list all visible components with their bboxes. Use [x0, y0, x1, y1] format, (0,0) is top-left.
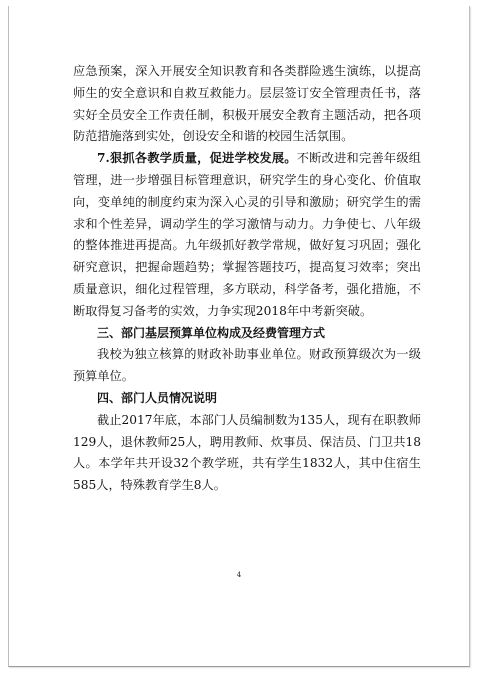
paragraph-text: 不断改进和完善年级组管理，进一步增强目标管理意识，研究学生的身心变化、价值取向，变单纯的制度约束为深入心灵的引导和激励；研究学生的需求和个性差异，调动学生的学习激情与动力。力争使七、八年级的整体推进再提高。九年级抓好教学常规，做好复习巩固；强化研究意识，把握命题趋势；掌握答题技巧，提高复习效率；突出质量意识，细化过程管理，多方联动，科学备考，强化措施，不断取得复习备考的实效，力争实现2018年中考新突破。 — [73, 151, 421, 318]
page-content — [73, 61, 421, 497]
paragraph-staff: 截止2017年底，本部门人员编制数为135人，现有在职教师129人，退休教师25人，聘用教师、炊事员、保洁员、门卫共18人。本学年共开设32个教学班，共有学生1832人，其中住宿生585人，特殊教育学生8人。 — [73, 412, 421, 493]
document-page — [8, 6, 470, 667]
section-heading-budget-units: 三、部门基层预算单位构成及经费管理方式 — [97, 325, 326, 340]
paragraph-teaching-quality — [73, 148, 421, 322]
paragraph-budget-units: 我校为独立核算的财政补助事业单位。财政预算级次为一级预算单位。 — [73, 347, 421, 384]
page-number: 4 — [236, 571, 242, 579]
paragraph-text: 应急预案，深入开展安全知识教育和各类群险逃生演练，以提高师生的安全意识和自救互救能力。层层签订安全管理责任书，落实好全员安全工作责任制，积极开展安全教育主题活动，把各项防范措施落到实处，创设安全和谐的校园生活氛围。 — [73, 64, 421, 144]
paragraph-lead: 7.狠抓各教学质量，促进学校发展。 — [97, 151, 297, 166]
paragraph-safety-continued — [73, 61, 421, 148]
section-heading-staff: 四、部门人员情况说明 — [97, 390, 218, 405]
